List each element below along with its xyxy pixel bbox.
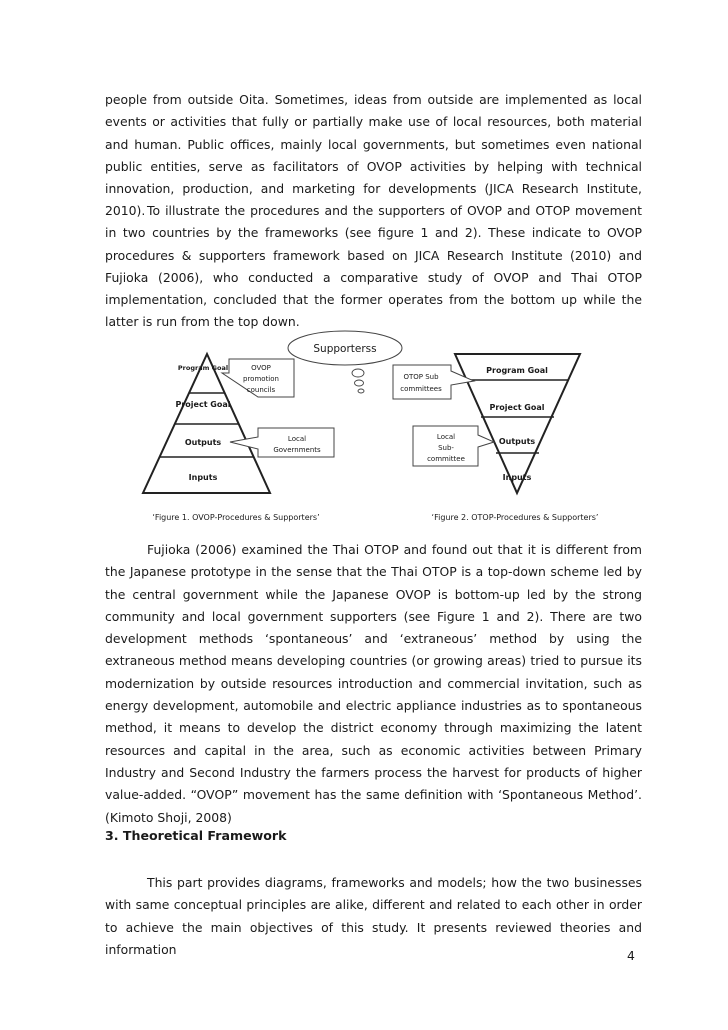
- cloud-dot-2: [355, 380, 364, 386]
- local-sub-line1: Local: [436, 433, 456, 441]
- figure-2-caption: ‘Figure 2. OTOP-Procedures & Supporters’: [431, 513, 599, 522]
- otop-subcommittees-line2: committees: [400, 385, 442, 393]
- ovop-level-inputs: Inputs: [188, 473, 218, 482]
- paragraph-3: Fujioka (2006) examined the Thai OTOP and found out that it is different from the Japanese prototype in the sense that the Thai OTOP is a top-down scheme led by the central government while the Japanese OVOP is bottom-up led by the strong community and local government supporters (see Figure 1 and 2). There are two development methods ‘spontaneous’ and ‘extraneous’ method by using the extraneous method means developing countries (or growing areas) tried to pursue its modernization by outside resources introduction and commercial invitation, such as energy development, automobile and electric appliance industries as to spontaneous method, it means to develop the district economy through maximizing the latent resources and capital in the area, such as economic activities between Primary Industry and Second Industry the farmers process the harvest for products of higher value-added. “OVOP” movement has the same definition with ‘Spontaneous Method’. (Kimoto Shoji, 2008): [105, 542, 642, 825]
- local-gov-line1: Local: [287, 435, 307, 443]
- figure-ovop-otop: [0, 325, 728, 535]
- local-gov-line2: Governments: [273, 446, 321, 454]
- ovop-level-project: Project Goal: [175, 400, 231, 409]
- otop-subcommittees-line1: OTOP Sub: [403, 373, 439, 381]
- figure-1-caption: ‘Figure 1. OVOP-Procedures & Supporters’: [152, 513, 320, 522]
- paragraph-1: people from outside Oita. Sometimes, ideas from outside are implemented as local events or activities that fully or partially make use of local resources, both material and human. Public offices, mainly local governments, but sometimes even national public entities, serve as facilitators of OVOP activities by helping with technical innovation, production, and marketing for developments (JICA Research Institute, 2010).: [105, 92, 642, 219]
- cloud-dot-3: [358, 389, 364, 393]
- otop-level-inputs: Inputs: [502, 473, 532, 482]
- otop-level-program: Program Goal: [486, 366, 548, 375]
- section-heading: 3. Theoretical Framework: [105, 828, 287, 843]
- ovop-councils-line1: OVOP: [251, 364, 271, 372]
- ovop-level-outputs: Outputs: [184, 438, 222, 447]
- local-sub-line3: committee: [427, 455, 465, 463]
- supporters-label: Supporterss: [313, 343, 377, 355]
- paragraph-4: This part provides diagrams, frameworks and models; how the two businesses with same conceptual principles are alike, different and related to each other in order to achieve the main objectives of this study. It presents reviewed theories and information: [105, 875, 642, 957]
- otop-level-outputs: Outputs: [498, 437, 536, 446]
- paragraph-2: To illustrate the procedures and the supporters of OVOP and OTOP movement in two countries by the frameworks (see figure 1 and 2). These indicate to OVOP procedures & supporters framework based on JICA Research Institute (2010) and Fujioka (2006), who conducted a comparative study of OVOP and Thai OTOP implementation, concluded that the former operates from the bottom up while the latter is run from the top down.: [105, 203, 642, 330]
- otop-level-project: Project Goal: [489, 403, 545, 412]
- ovop-level-program: Program Goal: [177, 364, 229, 372]
- local-sub-line2: Sub-: [438, 444, 454, 452]
- cloud-dot-1: [352, 369, 364, 377]
- ovop-councils-line3: councils: [246, 386, 276, 394]
- ovop-councils-line2: promotion: [243, 375, 279, 383]
- page-number: 4: [627, 948, 635, 963]
